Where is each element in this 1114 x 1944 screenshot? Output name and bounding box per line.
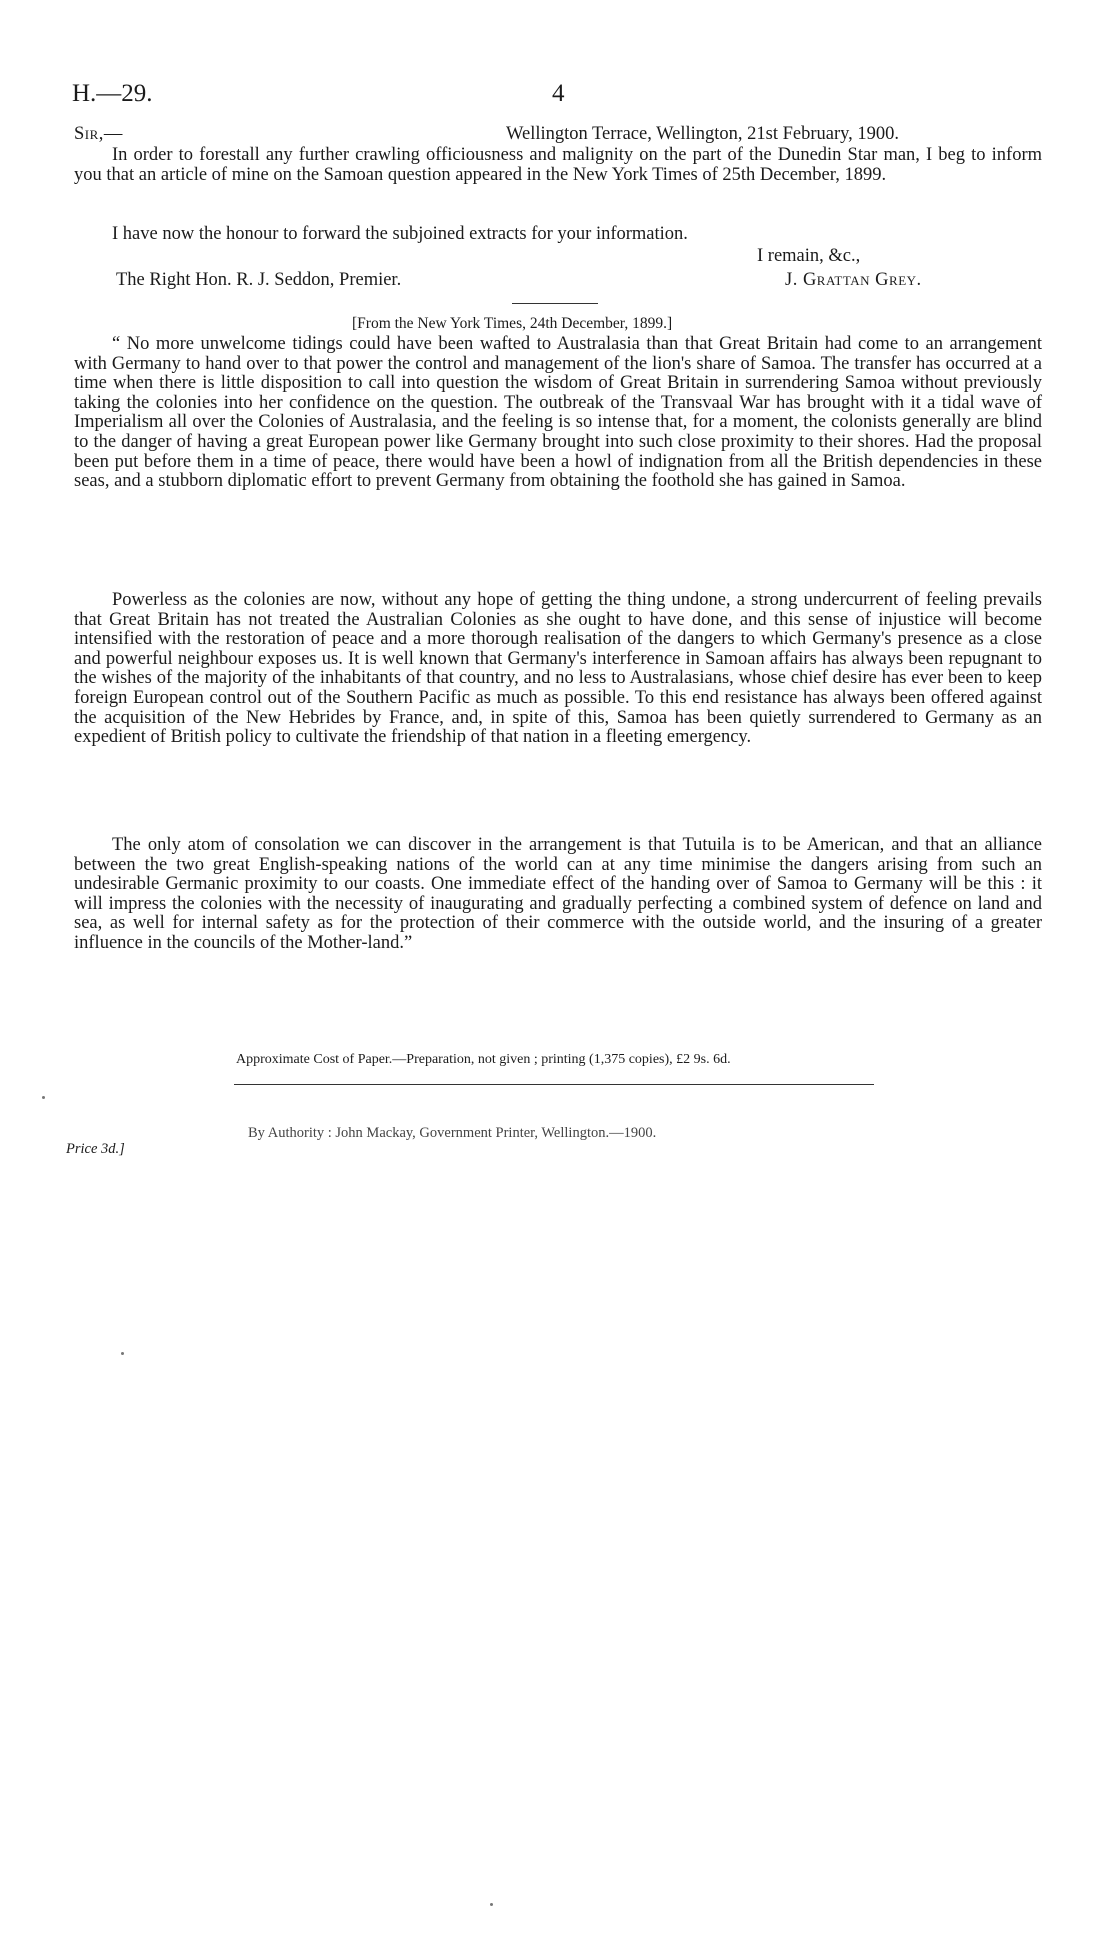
letter-paragraph-1: In order to forestall any further crawling officiousness and malignity on the part of the Dunedin Star man, I beg to inform you that an article of mine on the Samoan question appeared in the New York Times of 25th December, 1899. bbox=[74, 145, 1042, 185]
footer-divider bbox=[234, 1084, 874, 1085]
letter-addressee: The Right Hon. R. J. Seddon, Premier. bbox=[116, 270, 402, 290]
scan-speck bbox=[490, 1903, 493, 1906]
letter-closing: I remain, &c., bbox=[757, 246, 861, 266]
page-number: 4 bbox=[552, 80, 565, 107]
letter-salutation: Sir,— bbox=[74, 124, 123, 144]
extract-source-line: [From the New York Times, 24th December, 1899.] bbox=[352, 315, 673, 332]
extract-paragraph-3: The only atom of consolation we can discover in the arrangement is that Tutuila is to be American, and that an alliance between the two great English-speaking nations of the world can at any time minimise the dangers arising from such an undesirable Germanic proximity to our coasts. One immediate effect of the handing over of Samoa to Germany will be this : it will impress the colonies with the necessity of inaugurating and gradually perfecting a combined system of defence on land and sea, as well for internal safety as for the protection of their commerce with the outside world, and the insuring of a greater influence in the councils of the Mother-land.” bbox=[74, 835, 1042, 953]
price-line: Price 3d.] bbox=[66, 1141, 125, 1157]
scan-speck bbox=[121, 1352, 124, 1355]
extract-paragraph-2: Powerless as the colonies are now, without any hope of getting the thing undone, a strong undercurrent of feeling prevails that Great Britain has not treated the Australian Colonies as she ought to have done, and this sense of injustice will become intensified with the restoration of peace and a more thorough realisation of the dangers to which Germany's presence as a close and powerful neighbour exposes us. It is well known that Germany's interference in Samoan affairs has always been repugnant to the wishes of the majority of the inhabitants of that country, and no less to Australasians, whose chief desire has ever been to keep foreign European control out of the Southern Pacific as much as possible. To this end resistance has always been offered against the acquisition of the New Hebrides by France, and, in spite of this, Samoa has been quietly surrendered to Germany as an expedient of British policy to cultivate the friendship of that nation in a fleeting emergency. bbox=[74, 590, 1042, 748]
letter-signature: J. Grattan Grey. bbox=[785, 270, 922, 290]
printer-authority-line: By Authority : John Mackay, Government Printer, Wellington.—1900. bbox=[248, 1125, 657, 1141]
scan-speck bbox=[42, 1096, 45, 1099]
cost-of-paper-line: Approximate Cost of Paper.—Preparation, not given ; printing (1,375 copies), £2 9s. 6d. bbox=[236, 1052, 731, 1067]
section-divider bbox=[512, 303, 598, 304]
parliamentary-paper-reference: H.—29. bbox=[72, 80, 153, 107]
letter-address-line: Wellington Terrace, Wellington, 21st February, 1900. bbox=[506, 124, 900, 144]
extract-paragraph-1: “ No more unwelcome tidings could have been wafted to Australasia than that Great Britain had come to an arrangement with Germany to hand over to that power the control and management of the lion's share of Samoa. The transfer has occurred at a time when there is little disposition to call into question the wisdom of Great Britain in surrendering Samoa without previously taking the colonies into her confidence on the question. The outbreak of the Transvaal War has brought with it a tidal wave of Imperialism all over the Colonies of Australasia, and the feeling is so intense that, for a moment, the colonists generally are blind to the danger of having a great European power like Germany brought into such close proximity to their shores. Had the proposal been put before them in a time of peace, there would have been a howl of indignation from all the British dependencies in these seas, and a stubborn diplomatic effort to prevent Germany from obtaining the foothold she has gained in Samoa. bbox=[74, 334, 1042, 492]
letter-paragraph-2: I have now the honour to forward the subjoined extracts for your information. bbox=[112, 224, 688, 244]
